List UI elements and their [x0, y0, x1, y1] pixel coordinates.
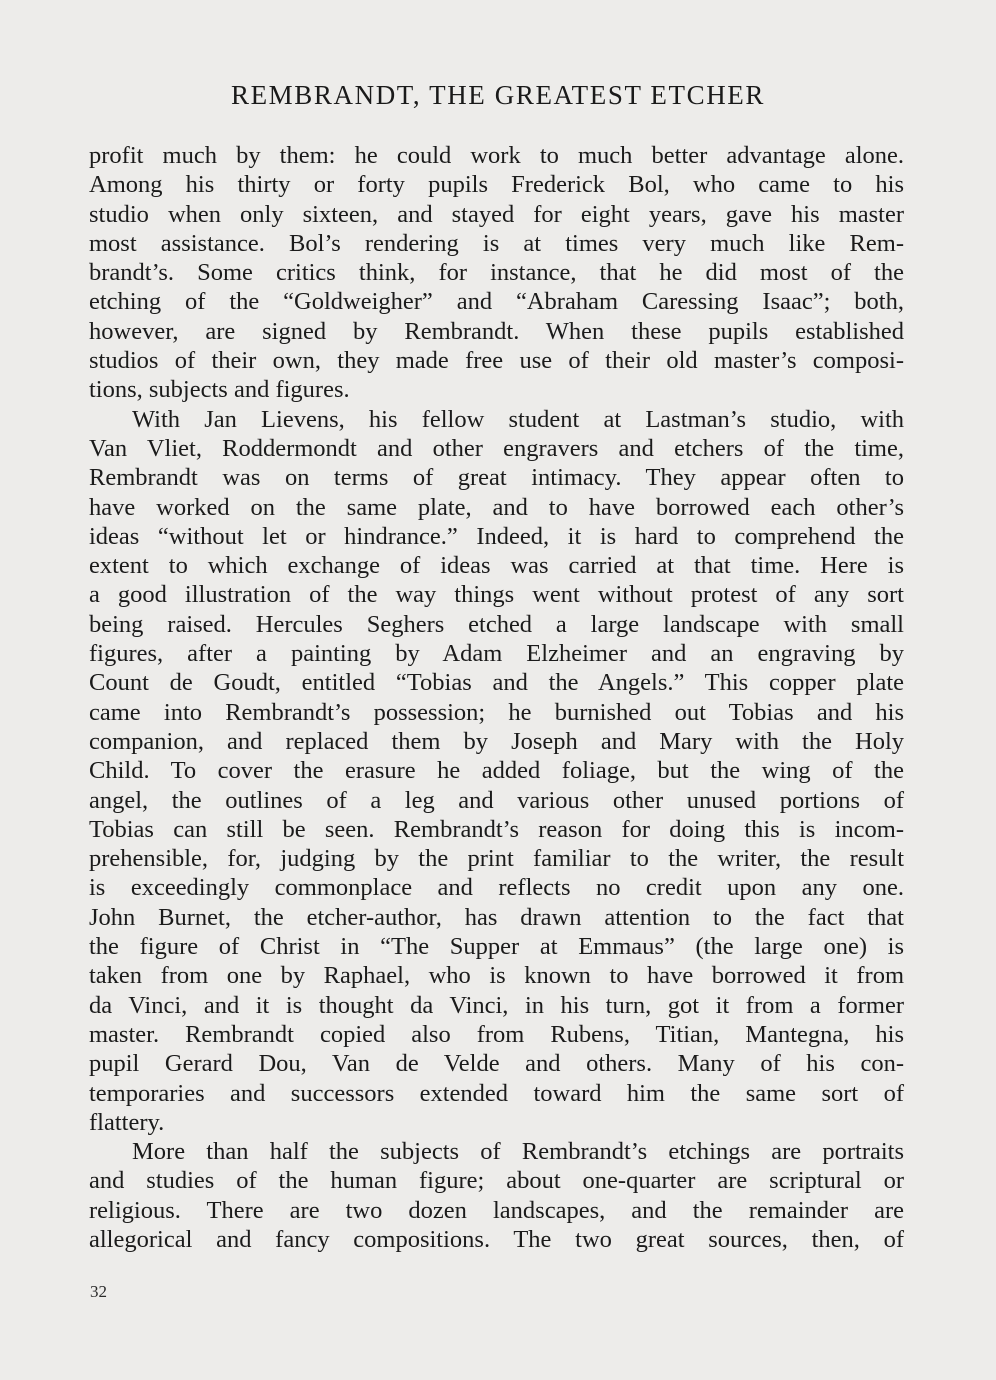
body-text [89, 141, 904, 1254]
text-line: ideas “without let or hindrance.” Indeed, it is hard to comprehend the [89, 522, 904, 550]
text-line: figures, after a painting by Adam Elzheimer and an engraving by [89, 640, 904, 668]
text-line: pupil Gerard Dou, Van de Velde and others. Many of his con- [89, 1050, 904, 1078]
text-line: studio when only sixteen, and stayed for eight years, gave his master [89, 200, 904, 228]
text-line: Tobias can still be seen. Rembrandt’s reason for doing this is incom- [89, 815, 904, 843]
text-line: Van Vliet, Roddermondt and other engravers and etchers of the time, [89, 434, 904, 462]
text-line: profit much by them: he could work to much better advantage alone. [89, 142, 904, 169]
text-line: came into Rembrandt’s possession; he burnished out Tobias and his [89, 698, 904, 726]
text-line: extent to which exchange of ideas was carried at that time. Here is [89, 552, 904, 580]
text-line: a good illustration of the way things went without protest of any sort [89, 581, 904, 609]
text-line: temporaries and successors extended toward him the same sort of [89, 1079, 904, 1107]
text-line: is exceedingly commonplace and reflects no credit upon any one. [89, 874, 904, 902]
text-line: religious. There are two dozen landscapes, and the remainder are [89, 1196, 904, 1224]
text-line: studios of their own, they made free use of their old master’s composi- [89, 347, 904, 375]
text-line: however, are signed by Rembrandt. When these pupils established [89, 317, 904, 345]
text-line: most assistance. Bol’s rendering is at times very much like Rem- [89, 229, 904, 257]
text-line: Child. To cover the erasure he added foliage, but the wing of the [89, 757, 904, 785]
text-line: prehensible, for, judging by the print familiar to the writer, the result [89, 845, 904, 873]
text-line: Rembrandt was on terms of great intimacy. They appear often to [89, 464, 904, 492]
running-head: REMBRANDT, THE GREATEST ETCHER [230, 80, 765, 110]
text-line: master. Rembrandt copied also from Rubens, Titian, Mantegna, his [89, 1020, 904, 1048]
text-line: brandt’s. Some critics think, for instance, that he did most of the [89, 259, 904, 287]
text-line: taken from one by Raphael, who is known to have borrowed it from [89, 962, 904, 990]
paragraph-end-line: flattery. [89, 1108, 165, 1136]
paragraph-start-line: More than half the subjects of Rembrandt’s etchings are portraits [132, 1138, 904, 1166]
text-line: and studies of the human figure; about one-quarter are scriptural or [89, 1167, 904, 1195]
text-line: Among his thirty or forty pupils Frederick Bol, who came to his [89, 171, 904, 199]
text-line: have worked on the same plate, and to have borrowed each other’s [89, 493, 904, 521]
text-line: allegorical and fancy compositions. The two great sources, then, of [89, 1225, 904, 1253]
page-number: 32 [90, 1282, 107, 1301]
text-line: companion, and replaced them by Joseph and Mary with the Holy [89, 727, 904, 755]
paragraph-start-line: With Jan Lievens, his fellow student at Lastman’s studio, with [132, 405, 904, 433]
text-line: angel, the outlines of a leg and various other unused portions of [89, 786, 904, 814]
text-line: being raised. Hercules Seghers etched a large landscape with small [89, 610, 904, 638]
text-line: John Burnet, the etcher-author, has drawn attention to the fact that [89, 903, 904, 931]
paragraph-end-line: tions, subjects and figures. [89, 376, 350, 404]
text-line: etching of the “Goldweigher” and “Abraham Caressing Isaac”; both, [89, 288, 904, 316]
text-line: Count de Goudt, entitled “Tobias and the Angels.” This copper plate [89, 669, 904, 697]
text-line: the figure of Christ in “The Supper at Emmaus” (the large one) is [89, 933, 904, 961]
text-line: da Vinci, and it is thought da Vinci, in his turn, got it from a former [89, 991, 904, 1019]
